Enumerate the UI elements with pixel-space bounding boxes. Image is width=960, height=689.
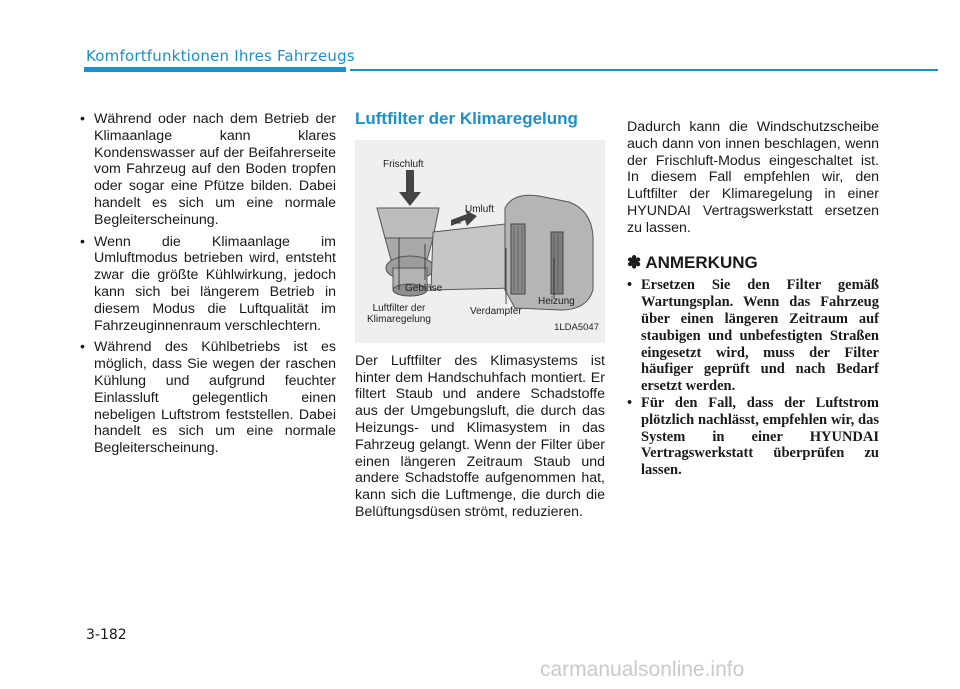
label-frischluft: Frischluft [383, 158, 424, 170]
section-title: Komfortfunktionen Ihres Fahrzeugs [86, 47, 355, 65]
bullet-list [80, 111, 336, 457]
watermark: carmanualsonline.info [540, 658, 745, 681]
body-paragraph: Dadurch kann die Windschutzscheibe auch dann von innen beschlagen, wenn der Frischluft-Modus eingeschaltet ist. In diesem Fall empfehlen wir, den Luftfilter der Klimaregelung in einer HYUNDAI Vertragswerkstatt ersetzen zu lassen. [627, 119, 879, 236]
label-heizung: Heizung [538, 295, 575, 307]
bullet-item: • Während oder nach dem Betrieb der Klimaanlage kann klares Kondenswasser auf der Beifahrerseite vom Fahrzeug auf den Boden tropfen oder sogar eine Pfütze bilden. Dabei handelt es sich um eine normale Begleiterscheinung. [80, 111, 336, 229]
bullet-item: • Wenn die Klimaanlage im Umluftmodus betrieben wird, entsteht zwar die größte Kühlwirkung, jedoch kann sich bei längerem Betrieb in diesem Modus die Luftqualität im Fahrzeuginnenraum verschlechtern. [80, 234, 336, 335]
note-heading: ✽ ANMERKUNG [627, 252, 758, 272]
header-rule [350, 69, 938, 71]
body-paragraph: Der Luftfilter des Klimasystems ist hinter dem Handschuhfach montiert. Er filtert Staub und andere Schadstoffe aus der Umgebungsluft, die durch das Heizungs- und Klimasystem in das Fahrzeug gelangt. Wenn der Filter über einen längeren Zeitraum Staub und andere Schadstoffe aufgenommen hat, kann sich die Luftmenge, die durch die Belüftungsdüsen strömt, reduzieren. [355, 352, 605, 520]
label-luftfilter-line1: Luftfilter der [372, 302, 426, 314]
column-1 [80, 111, 336, 462]
section-heading: Luftfilter der Klimaregelung [355, 109, 578, 128]
note-item: • Für den Fall, dass der Luftstrom plötzlich nachlässt, empfehlen wir, das System in einer HYUNDAI Vertragswerkstatt überprüfen zu lassen. [627, 395, 879, 479]
label-luftfilter-line2: Klimaregelung [367, 313, 431, 325]
column-2 [355, 111, 605, 521]
column-3 [627, 119, 879, 479]
label-geblaese: Gebläse [405, 282, 443, 294]
figure-code: 1LDA5047 [554, 322, 599, 333]
label-verdampfer: Verdampfer [470, 305, 522, 317]
air-filter-diagram [355, 140, 605, 343]
page-number: 3-182 [86, 627, 127, 643]
header-rule-accent [84, 67, 346, 72]
label-umluft: Umluft [465, 203, 494, 215]
bullet-item: • Während des Kühlbetriebs ist es möglich, dass Sie wegen der raschen Kühlung und aufgrund feuchter Einlassluft gelegentlich einen nebeligen Luftstrom feststellen. Dabei handelt es sich um eine normale Begleiterscheinung. [80, 339, 336, 457]
label-luftfilter [367, 303, 431, 325]
note-item: • Ersetzen Sie den Filter gemäß Wartungsplan. Wenn das Fahrzeug über einen längeren Zeitraum auf staubigen und unbefestigten Straßen eingesetzt wird, muss der Filter häufiger geprüft und nach Bedarf ersetzt werden. [627, 277, 879, 395]
note-list [627, 277, 879, 479]
